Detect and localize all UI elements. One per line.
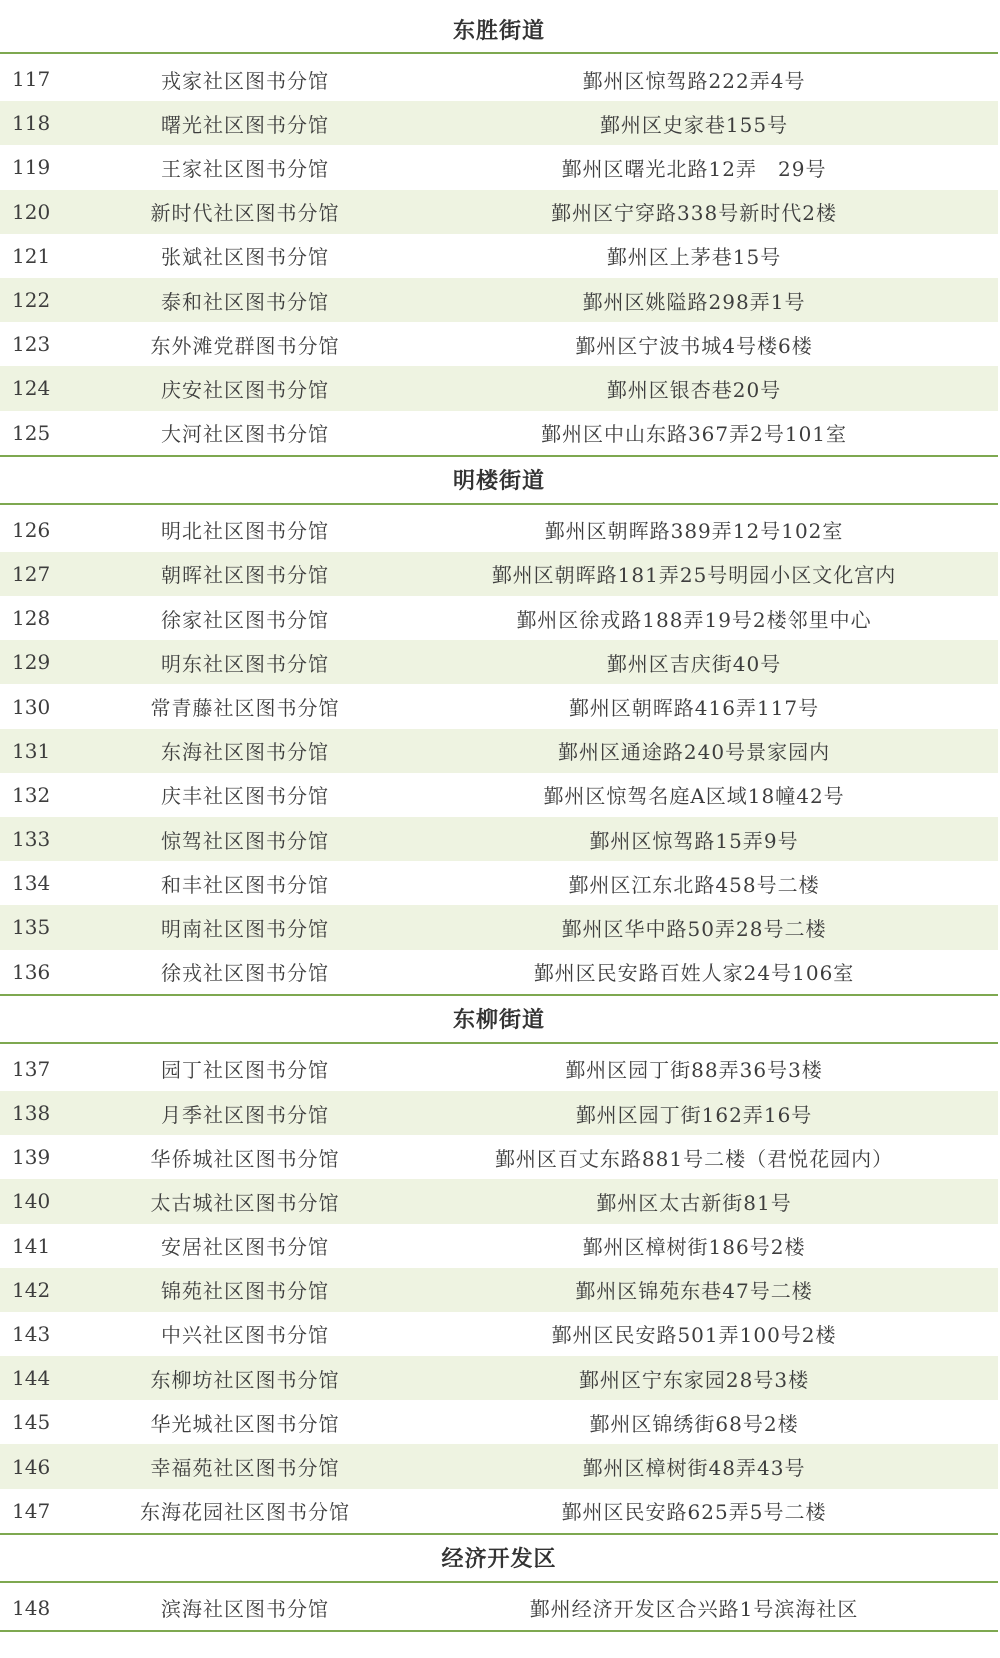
table-row (0, 145, 998, 189)
library-name: 东柳坊社区图书分馆 (150, 1367, 340, 1392)
library-address: 鄞州区太古新街81号 (596, 1190, 792, 1215)
table-row (0, 729, 998, 773)
row-number: 131 (12, 738, 51, 763)
library-address: 鄞州区樟树街186号2楼 (582, 1235, 806, 1260)
row-number: 125 (12, 420, 51, 445)
library-address: 鄞州区锦绣街68号2楼 (589, 1411, 799, 1436)
row-number: 122 (12, 288, 51, 313)
library-address: 鄞州区姚隘路298弄1号 (582, 289, 806, 314)
library-name: 锦苑社区图书分馆 (161, 1279, 329, 1304)
section-rows (0, 508, 998, 996)
library-name: 朝晖社区图书分馆 (161, 563, 329, 588)
library-name: 庆安社区图书分馆 (161, 377, 329, 402)
library-name: 明北社区图书分馆 (161, 519, 329, 544)
row-number: 123 (12, 332, 51, 357)
library-name: 惊驾社区图书分馆 (161, 828, 329, 853)
table-row (0, 861, 998, 905)
library-address: 鄞州区民安路501弄100号2楼 (551, 1323, 837, 1348)
row-number: 127 (12, 561, 51, 586)
library-address: 鄞州区江东北路458号二楼 (568, 872, 820, 897)
library-address: 鄞州区惊驾路15弄9号 (589, 828, 799, 853)
row-number: 147 (12, 1498, 51, 1523)
library-address: 鄞州区银杏巷20号 (606, 377, 782, 402)
table-row (0, 596, 998, 640)
library-address: 鄞州区朝晖路181弄25号明园小区文化宫内 (491, 563, 897, 588)
library-name: 安居社区图书分馆 (161, 1235, 329, 1260)
library-address: 鄞州经济开发区合兴路1号滨海社区 (529, 1597, 859, 1622)
library-address: 鄞州区吉庆街40号 (606, 651, 782, 676)
row-number: 134 (12, 871, 51, 896)
library-address: 鄞州区朝晖路389弄12号102室 (544, 519, 844, 544)
row-number: 121 (12, 243, 51, 268)
library-name: 滨海社区图书分馆 (161, 1597, 329, 1622)
library-name: 曙光社区图书分馆 (161, 112, 329, 137)
table-row (0, 950, 998, 994)
section (0, 457, 998, 996)
section-rows (0, 57, 998, 457)
table-row (0, 508, 998, 552)
library-address: 鄞州区民安路625弄5号二楼 (561, 1500, 827, 1525)
row-number: 126 (12, 517, 51, 542)
library-name: 徐家社区图书分馆 (161, 607, 329, 632)
library-name: 王家社区图书分馆 (161, 156, 329, 181)
library-name: 明东社区图书分馆 (161, 651, 329, 676)
row-number: 129 (12, 650, 51, 675)
row-number: 130 (12, 694, 51, 719)
library-name: 徐戎社区图书分馆 (161, 961, 329, 986)
table-row (0, 817, 998, 861)
table-row (0, 366, 998, 410)
library-address: 鄞州区宁东家园28号3楼 (578, 1367, 810, 1392)
library-name: 明南社区图书分馆 (161, 916, 329, 941)
library-name: 泰和社区图书分馆 (161, 289, 329, 314)
table-row (0, 1135, 998, 1179)
library-name: 大河社区图书分馆 (161, 422, 329, 447)
table-row (0, 1268, 998, 1312)
library-name: 太古城社区图书分馆 (150, 1190, 340, 1215)
table-row (0, 1091, 998, 1135)
row-number: 138 (12, 1101, 51, 1126)
row-number: 124 (12, 376, 51, 401)
library-name: 幸福苑社区图书分馆 (150, 1456, 340, 1481)
library-name: 东外滩党群图书分馆 (150, 333, 340, 358)
library-address: 鄞州区园丁街88弄36号3楼 (565, 1058, 823, 1083)
library-name: 张斌社区图书分馆 (161, 245, 329, 270)
library-name: 华侨城社区图书分馆 (150, 1146, 340, 1171)
table-row (0, 1444, 998, 1488)
row-number: 140 (12, 1189, 51, 1214)
library-address: 鄞州区上茅巷15号 (606, 245, 782, 270)
library-address: 鄞州区宁穿路338号新时代2楼 (551, 201, 837, 226)
table-row (0, 1047, 998, 1091)
library-name: 华光城社区图书分馆 (150, 1411, 340, 1436)
section-rows (0, 1586, 998, 1632)
row-number: 144 (12, 1366, 51, 1391)
table-row (0, 552, 998, 596)
row-number: 142 (12, 1277, 51, 1302)
table-row (0, 411, 998, 455)
library-address: 鄞州区华中路50弄28号二楼 (561, 916, 827, 941)
row-number: 139 (12, 1145, 51, 1170)
library-address: 鄞州区百丈东路881号二楼（君悦花园内） (494, 1146, 894, 1171)
library-address: 鄞州区宁波书城4号楼6楼 (575, 333, 813, 358)
row-number: 148 (12, 1595, 51, 1620)
table-row (0, 278, 998, 322)
row-number: 146 (12, 1454, 51, 1479)
section-title: 经济开发区 (0, 1535, 998, 1583)
row-number: 117 (12, 67, 51, 92)
library-name: 庆丰社区图书分馆 (161, 784, 329, 809)
section (0, 6, 998, 457)
library-address: 鄞州区锦苑东巷47号二楼 (575, 1279, 813, 1304)
library-address: 鄞州区樟树街48弄43号 (582, 1456, 806, 1481)
library-address: 鄞州区民安路百姓人家24号106室 (533, 961, 855, 986)
section-rows (0, 1047, 998, 1535)
table-row (0, 234, 998, 278)
library-name: 新时代社区图书分馆 (150, 201, 340, 226)
library-name: 常青藤社区图书分馆 (150, 696, 340, 721)
section-title: 东胜街道 (0, 6, 998, 54)
table-row (0, 773, 998, 817)
row-number: 141 (12, 1233, 51, 1258)
library-name: 园丁社区图书分馆 (161, 1058, 329, 1083)
row-number: 135 (12, 915, 51, 940)
table-row (0, 1312, 998, 1356)
table-row (0, 1356, 998, 1400)
table-row (0, 1586, 998, 1630)
library-name: 戎家社区图书分馆 (161, 68, 329, 93)
row-number: 137 (12, 1056, 51, 1081)
row-number: 136 (12, 959, 51, 984)
row-number: 120 (12, 199, 51, 224)
library-address: 鄞州区惊驾路222弄4号 (582, 68, 806, 93)
library-address: 鄞州区曙光北路12弄 29号 (561, 156, 827, 181)
table-row (0, 1489, 998, 1533)
row-number: 143 (12, 1321, 51, 1346)
table-row (0, 640, 998, 684)
library-name: 东海花园社区图书分馆 (140, 1500, 350, 1525)
library-address: 鄞州区园丁街162弄16号 (575, 1102, 813, 1127)
library-address: 鄞州区惊驾名庭A区域18幢42号 (543, 784, 845, 809)
library-address: 鄞州区史家巷155号 (599, 112, 789, 137)
section (0, 1535, 998, 1632)
library-name: 和丰社区图书分馆 (161, 872, 329, 897)
row-number: 145 (12, 1410, 51, 1435)
table-row (0, 1224, 998, 1268)
section (0, 996, 998, 1535)
section-title: 东柳街道 (0, 996, 998, 1044)
row-number: 128 (12, 606, 51, 631)
row-number: 119 (12, 155, 51, 180)
table-row (0, 1179, 998, 1223)
table-row (0, 1400, 998, 1444)
library-address: 鄞州区朝晖路416弄117号 (568, 696, 820, 721)
row-number: 133 (12, 827, 51, 852)
table-row (0, 322, 998, 366)
row-number: 118 (12, 111, 51, 136)
table-row (0, 101, 998, 145)
table-row (0, 190, 998, 234)
table-row (0, 57, 998, 101)
library-name: 东海社区图书分馆 (161, 740, 329, 765)
section-title: 明楼街道 (0, 457, 998, 505)
library-address: 鄞州区通途路240号景家园内 (557, 740, 831, 765)
table-row (0, 905, 998, 949)
row-number: 132 (12, 782, 51, 807)
library-name: 中兴社区图书分馆 (161, 1323, 329, 1348)
library-address: 鄞州区徐戎路188弄19号2楼邻里中心 (516, 607, 872, 632)
table-row (0, 684, 998, 728)
library-address: 鄞州区中山东路367弄2号101室 (540, 422, 848, 447)
library-name: 月季社区图书分馆 (161, 1102, 329, 1127)
